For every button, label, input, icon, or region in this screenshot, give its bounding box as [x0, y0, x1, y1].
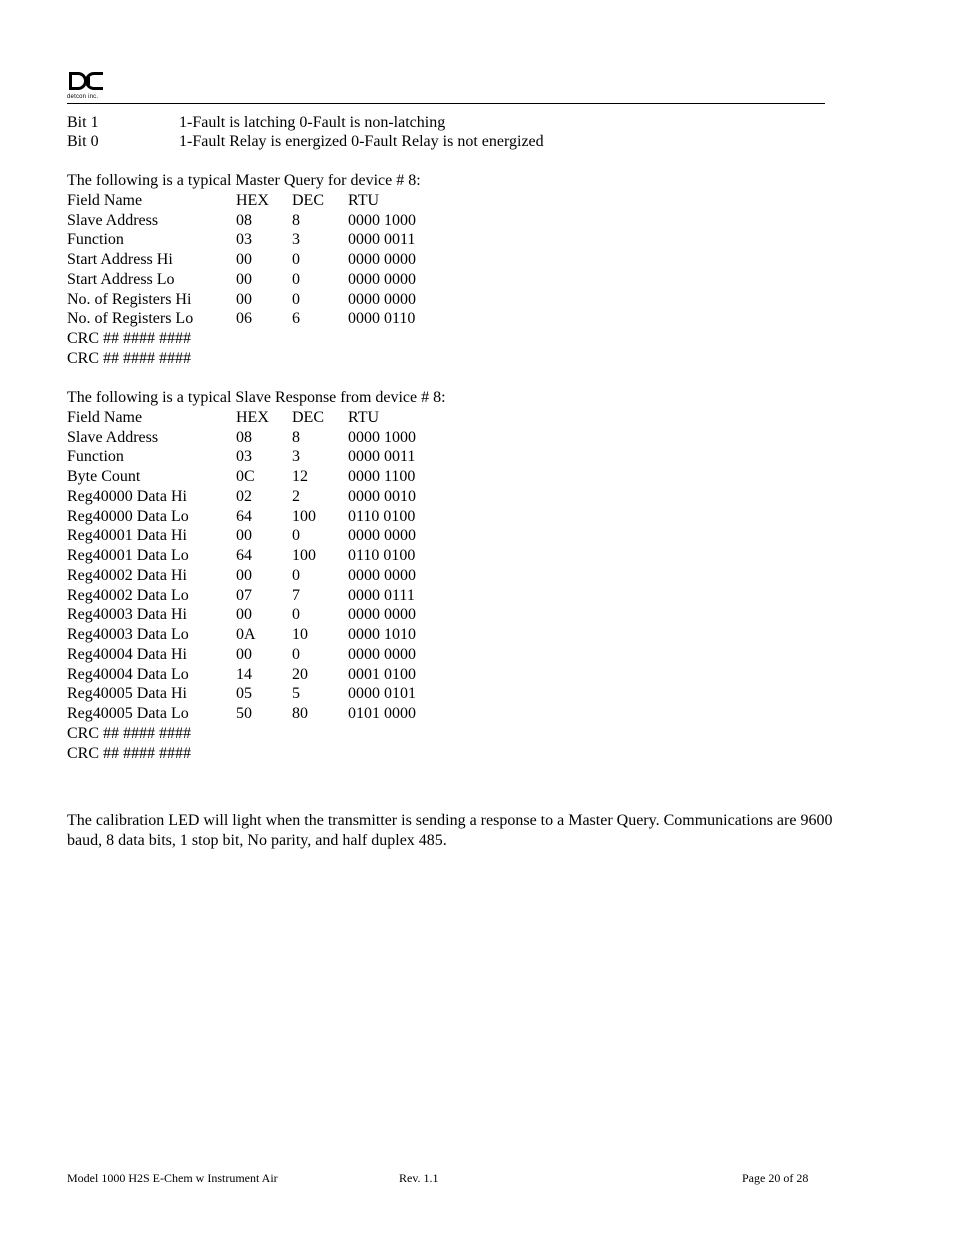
table-header-row: [67, 408, 567, 428]
field-name-cell: Reg40001 Data Lo: [67, 547, 189, 564]
table-header-row: [67, 191, 567, 211]
hex-cell: 14: [236, 665, 252, 683]
table-row: [67, 329, 567, 349]
dec-cell: 0: [292, 251, 300, 268]
hex-cell: 08: [236, 428, 252, 446]
field-name-cell: Reg40002 Data Lo: [67, 586, 189, 604]
rtu-cell: 0000 1010: [348, 626, 416, 643]
field-name-cell: Reg40004 Data Hi: [67, 645, 187, 663]
hex-cell: 08: [236, 211, 252, 229]
footer-revision: Rev. 1.1: [399, 1171, 439, 1185]
dec-cell: 3: [292, 448, 300, 466]
field-name-cell: CRC ## #### ####: [67, 724, 192, 742]
slave-response-intro: The following is a typical Slave Response from device # 8:: [67, 389, 446, 406]
hex-cell: 02: [236, 487, 252, 505]
bit-description: 1-Fault Relay is energized 0-Fault Relay is not energized: [179, 133, 544, 150]
dec-cell: 0: [292, 270, 300, 288]
table-row: [67, 526, 567, 546]
rtu-cell: 0000 0101: [348, 685, 416, 703]
rtu-cell: 0000 0000: [348, 606, 416, 624]
master-query-rows: [67, 211, 567, 369]
dec-cell: 0: [292, 527, 300, 545]
rtu-cell: 0000 1000: [348, 428, 416, 446]
hex-cell: 00: [236, 251, 252, 268]
rtu-cell: 0000 0000: [348, 251, 416, 268]
dec-cell: 7: [292, 586, 300, 604]
header-hex: HEX: [236, 191, 269, 209]
dec-cell: 0: [292, 566, 300, 584]
field-name-cell: Reg40002 Data Hi: [67, 566, 187, 584]
rtu-cell: 0110 0100: [348, 507, 416, 525]
dec-cell: 80: [292, 705, 308, 722]
header-hex: HEX: [236, 408, 269, 426]
field-name-cell: No. of Registers Hi: [67, 290, 192, 308]
dec-cell: 10: [292, 626, 308, 643]
rtu-cell: 0000 0011: [348, 231, 416, 249]
field-name-cell: No. of Registers Lo: [67, 310, 194, 328]
field-name-cell: Reg40000 Data Lo: [67, 507, 189, 525]
hex-cell: 00: [236, 527, 252, 545]
slave-response-rows: [67, 428, 567, 764]
table-row: [67, 605, 567, 625]
table-row: [67, 546, 567, 566]
table-row: [67, 270, 567, 290]
dec-cell: 8: [292, 428, 300, 446]
logo-caption: detcon inc.: [67, 94, 99, 100]
rtu-cell: 0001 0100: [348, 665, 416, 683]
communications-note: The calibration LED will light when the transmitter is sending a response to a Master Query. Communications are 9600 baud, 8 data bits, 1 stop bit, No parity, and half duplex 485.: [67, 812, 833, 849]
table-row: [67, 645, 567, 665]
hex-cell: 05: [236, 685, 252, 703]
bit-label: Bit 0: [67, 133, 99, 150]
rtu-cell: 0000 0000: [348, 566, 416, 584]
header-field-name: Field Name: [67, 191, 143, 209]
hex-cell: 00: [236, 566, 252, 584]
hex-cell: 00: [236, 606, 252, 624]
hex-cell: 50: [236, 705, 252, 722]
footer-model: Model 1000 H2S E-Chem w Instrument Air: [67, 1171, 278, 1185]
field-name-cell: Slave Address: [67, 428, 159, 446]
page-header: [67, 70, 825, 104]
hex-cell: 00: [236, 290, 252, 308]
table-row: [67, 309, 567, 329]
master-query-section: [67, 171, 567, 369]
field-name-cell: CRC ## #### ####: [67, 330, 192, 347]
field-name-cell: Start Address Hi: [67, 251, 173, 268]
header-rtu: RTU: [348, 191, 380, 209]
field-name-cell: Reg40003 Data Lo: [67, 626, 189, 643]
slave-response-section: [67, 388, 567, 763]
bit-label: Bit 1: [67, 114, 99, 131]
field-name-cell: Reg40005 Data Hi: [67, 685, 187, 703]
table-row: [67, 586, 567, 606]
hex-cell: 06: [236, 310, 252, 328]
header-field-name: Field Name: [67, 408, 143, 426]
field-name-cell: Reg40000 Data Hi: [67, 487, 187, 505]
field-name-cell: Byte Count: [67, 468, 141, 485]
rtu-cell: 0000 0111: [348, 586, 415, 604]
table-row: [67, 665, 567, 685]
field-name-cell: Start Address Lo: [67, 270, 175, 288]
hex-cell: 03: [236, 231, 252, 249]
dec-cell: 5: [292, 685, 300, 703]
table-row: [67, 250, 567, 270]
dec-cell: 0: [292, 606, 300, 624]
hex-cell: 07: [236, 586, 252, 604]
dec-cell: 2: [292, 487, 300, 505]
table-row: [67, 447, 567, 467]
field-name-cell: CRC ## #### ####: [67, 349, 192, 367]
dec-cell: 20: [292, 665, 308, 683]
dec-cell: 3: [292, 231, 300, 249]
field-name-cell: Reg40001 Data Hi: [67, 527, 187, 545]
field-name-cell: Function: [67, 448, 124, 466]
rtu-cell: 0000 0000: [348, 270, 416, 288]
rtu-cell: 0000 0011: [348, 448, 416, 466]
field-name-cell: CRC ## #### ####: [67, 744, 192, 762]
rtu-cell: 0000 0000: [348, 290, 416, 308]
field-name-cell: Slave Address: [67, 211, 159, 229]
hex-cell: 00: [236, 645, 252, 663]
table-row: [67, 211, 567, 231]
rtu-cell: 0000 0000: [348, 527, 416, 545]
hex-cell: 03: [236, 448, 252, 466]
table-row: [67, 428, 567, 448]
dec-cell: 100: [292, 547, 316, 564]
dec-cell: 6: [292, 310, 300, 328]
table-row: [67, 230, 567, 250]
table-row: [67, 467, 567, 487]
rtu-cell: 0000 1100: [348, 468, 416, 485]
table-row: [67, 684, 567, 704]
rtu-cell: 0110 0100: [348, 547, 416, 564]
dec-cell: 8: [292, 211, 300, 229]
table-row: [67, 349, 567, 369]
field-name-cell: Reg40005 Data Lo: [67, 705, 189, 722]
field-name-cell: Function: [67, 231, 124, 249]
dec-cell: 100: [292, 507, 316, 525]
table-row: [67, 744, 567, 764]
header-dec: DEC: [292, 191, 324, 209]
hex-cell: 64: [236, 507, 252, 525]
rtu-cell: 0000 0110: [348, 310, 416, 328]
rtu-cell: 0000 0010: [348, 487, 416, 505]
hex-cell: 00: [236, 270, 252, 288]
rtu-cell: 0101 0000: [348, 705, 416, 722]
hex-cell: 64: [236, 547, 252, 564]
header-rtu: RTU: [348, 408, 380, 426]
table-row: [67, 704, 567, 724]
field-name-cell: Reg40004 Data Lo: [67, 665, 189, 683]
table-row: [67, 724, 567, 744]
table-row: [67, 507, 567, 527]
field-name-cell: Reg40003 Data Hi: [67, 606, 187, 624]
rtu-cell: 0000 1000: [348, 211, 416, 229]
hex-cell: 0A: [236, 626, 256, 643]
dec-cell: 12: [292, 468, 308, 485]
master-query-intro: The following is a typical Master Query for device # 8:: [67, 172, 421, 189]
dec-cell: 0: [292, 645, 300, 663]
table-row: [67, 290, 567, 310]
bit-0-line: [67, 132, 827, 151]
dec-cell: 0: [292, 290, 300, 308]
table-row: [67, 566, 567, 586]
table-row: [67, 625, 567, 645]
rtu-cell: 0000 0000: [348, 645, 416, 663]
footer-page-number: Page 20 of 28: [742, 1171, 809, 1185]
bit-1-line: [67, 113, 827, 132]
hex-cell: 0C: [236, 468, 255, 485]
table-row: [67, 487, 567, 507]
header-dec: DEC: [292, 408, 324, 426]
fault-bits: [67, 113, 827, 151]
bit-description: 1-Fault is latching 0-Fault is non-latching: [179, 114, 446, 131]
